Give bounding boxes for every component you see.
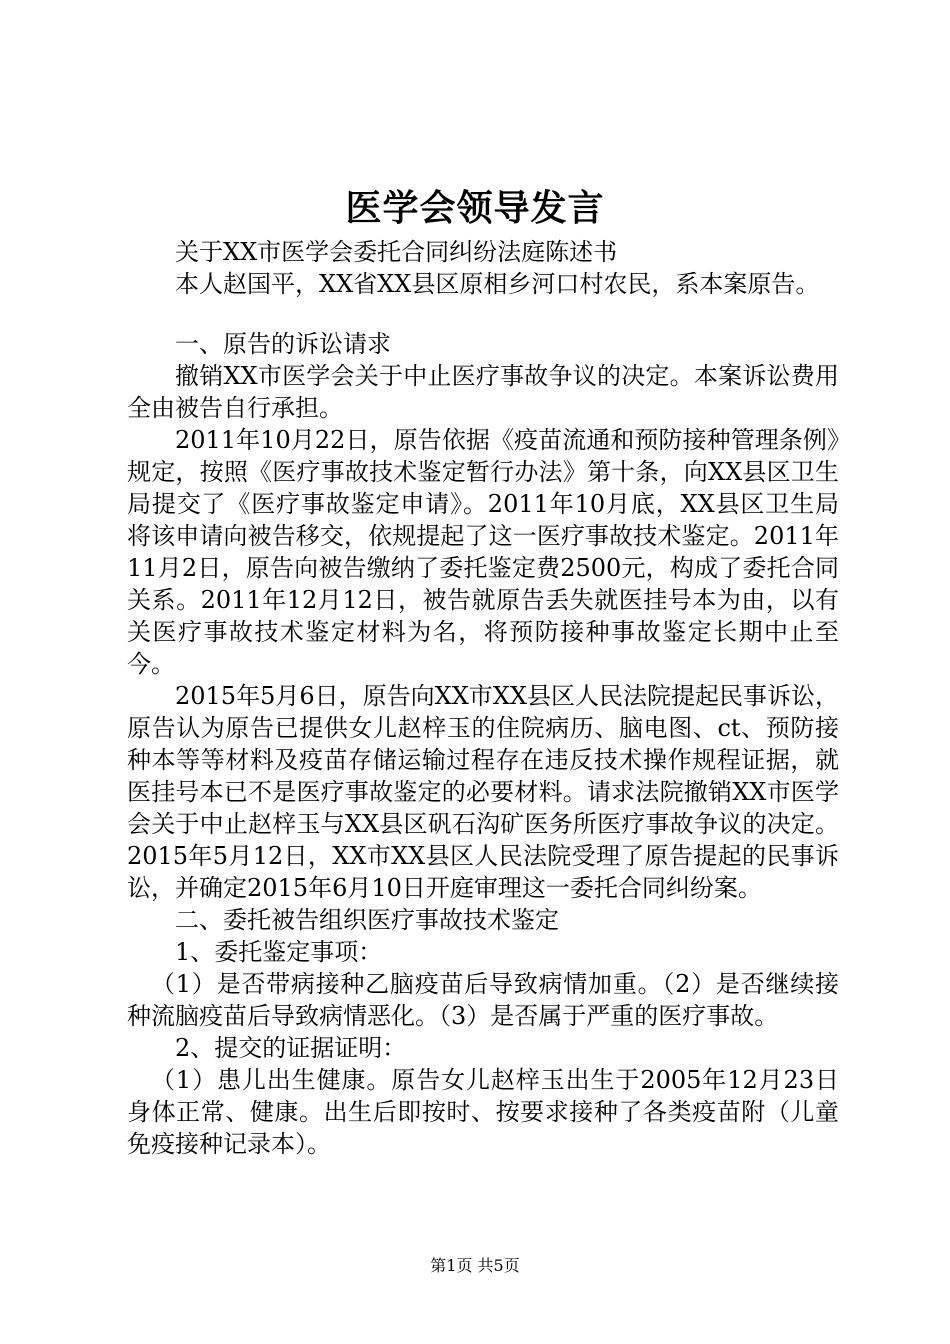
paragraph-2015-lawsuit: 2015年5月6日，原告向XX市XX县区人民法院提起民事诉讼，原告认为原告已提供女儿赵梓玉的住院病历、脑电图、ct、预防接种本等等材料及疫苗存储运输过程存在违反技术操作规程证据，就医挂号本已不是医疗事故鉴定的必要材料。请求法院撤销XX市医学会关于中止赵梓玉与XX县区矾石沟矿医务所医疗事故争议的决定。2015年5月12日，XX市XX县区人民法院受理了原告提起的民事诉讼，并确定2015年6月10日开庭审理这一委托合同纠纷案。 — [127, 682, 839, 902]
subheading-appraisal-items: 1、委托鉴定事项： — [175, 938, 383, 966]
document-body — [127, 236, 839, 1160]
document-title: 医学会领导发言 — [345, 187, 605, 229]
paragraph-appraisal-items: （1）是否带病接种乙脑疫苗后导致病情加重。（2）是否继续接种流脑疫苗后导致病情恶化。（3）是否属于严重的医疗事故。 — [127, 970, 839, 1030]
paragraph-evidence-1: （1）患儿出生健康。原告女儿赵梓玉出生于2005年12月23日身体正常、健康。出生后即按时、按要求接种了各类疫苗附（儿童免疫接种记录本）。 — [127, 1066, 839, 1158]
paragraph-subject: 关于XX市医学会委托合同纠纷法庭陈述书 — [175, 238, 618, 266]
subheading-evidence: 2、提交的证据证明： — [175, 1034, 407, 1062]
paragraph-plaintiff-intro: 本人赵国平，XX省XX县区原相乡河口村农民，系本案原告。 — [175, 270, 820, 298]
section-heading-appraisal: 二、委托被告组织医疗事故技术鉴定 — [175, 906, 559, 934]
paragraph-claim: 撤销XX市医学会关于中止医疗事故争议的决定。本案诉讼费用全由被告自行承担。 — [127, 362, 839, 422]
page-number-footer: 第1页 共5页 — [430, 1256, 520, 1275]
paragraph-2011-history: 2011年10月22日，原告依据《疫苗流通和预防接种管理条例》规定，按照《医疗事故技术鉴定暂行办法》第十条，向XX县区卫生局提交了《医疗事故鉴定申请》。2011年10月底，XX县区卫生局将该申请向被告移交，依规提起了这一医疗事故技术鉴定。2011年11月2日，原告向被告缴纳了委托鉴定费2500元，构成了委托合同关系。2011年12月12日，被告就原告丢失就医挂号本为由，以有关医疗事故技术鉴定材料为名，将预防接种事故鉴定长期中止至今。 — [127, 426, 839, 678]
section-heading-claims: 一、原告的诉讼请求 — [175, 330, 391, 358]
